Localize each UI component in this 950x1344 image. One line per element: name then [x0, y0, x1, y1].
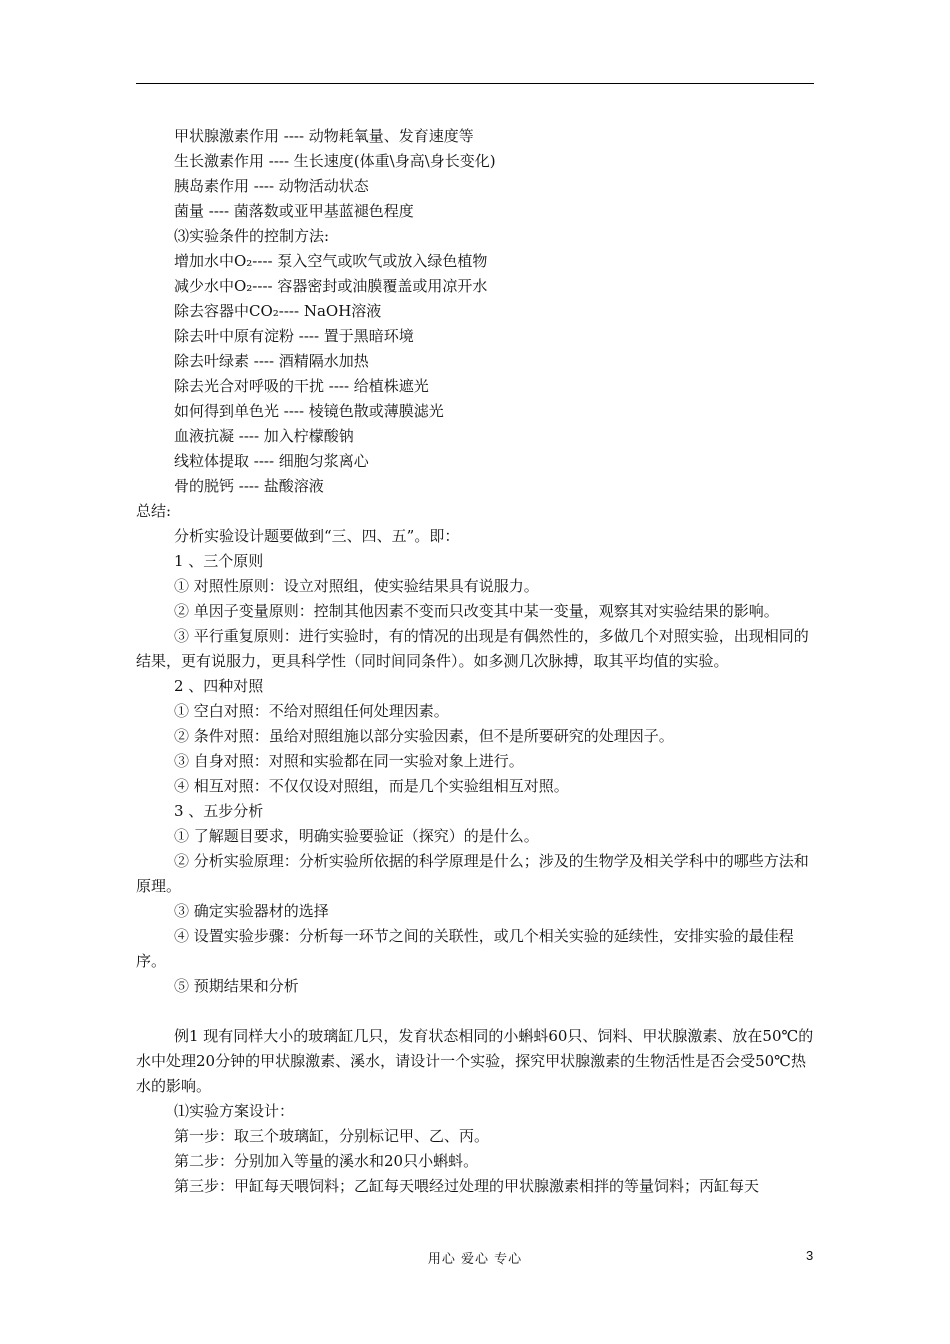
- summary-intro: 分析实验设计题要做到“三、四、五”。即：: [174, 527, 460, 545]
- example-intro: 例1 现有同样大小的玻璃缸几只，发育状态相同的小蝌蚪60只、饲料、甲状腺激素、放在50℃的水中处理20分钟的甲状腺激素、溪水，请设计一个实验，探究甲状腺激素的生物活性是否会受50℃热水的影响。: [136, 1027, 814, 1095]
- section-heading: ⑶实验条件的控制方法:: [174, 227, 330, 245]
- summary-subheading: 3 、五步分析: [174, 802, 264, 820]
- text-line: 除去容器中CO₂---- NaOH溶液: [174, 302, 382, 320]
- text-line: 除去叶中原有淀粉 ---- 置于黑暗环境: [174, 327, 414, 345]
- summary-subheading: 1 、三个原则: [174, 552, 264, 570]
- text-line: 甲状腺激素作用 ---- 动物耗氧量、发育速度等: [174, 127, 474, 145]
- list-item: ① 了解题目要求，明确实验要验证（探究）的是什么。: [174, 827, 539, 845]
- text-line: 线粒体提取 ---- 细胞匀浆离心: [174, 452, 369, 470]
- list-item: ② 单因子变量原则：控制其他因素不变而只改变其中某一变量，观察其对实验结果的影响。: [174, 602, 779, 620]
- summary-subheading: 2 、四种对照: [174, 677, 264, 695]
- text-line: 骨的脱钙 ---- 盐酸溶液: [174, 477, 324, 495]
- list-item: ② 条件对照：虽给对照组施以部分实验因素，但不是所要研究的处理因子。: [174, 727, 674, 745]
- text-line: 胰岛素作用 ---- 动物活动状态: [174, 177, 369, 195]
- example-step: 第三步：甲缸每天喂饲料；乙缸每天喂经过处理的甲状腺激素相拌的等量饲料；丙缸每天: [174, 1177, 760, 1195]
- text-line: 如何得到单色光 ---- 棱镜色散或薄膜滤光: [174, 402, 444, 420]
- text-line: 除去光合对呼吸的干扰 ---- 给植株遮光: [174, 377, 429, 395]
- blank-line: [136, 999, 816, 1024]
- text-line: 血液抗凝 ---- 加入柠檬酸钠: [174, 427, 354, 445]
- example-design-heading: ⑴实验方案设计：: [174, 1102, 295, 1120]
- list-item: ⑤ 预期结果和分析: [174, 977, 299, 995]
- text-line: 除去叶绿素 ---- 酒精隔水加热: [174, 352, 369, 370]
- footer-motto: 用心 爱心 专心: [427, 1252, 523, 1267]
- list-item: ③ 确定实验器材的选择: [174, 902, 329, 920]
- list-item: ③ 平行重复原则：进行实验时，有的情况的出现是有偶然性的，多做几个对照实验，出现相同的结果，更有说服力，更具科学性（同时间同条件）。如多测几次脉搏，取其平均值的实验。: [136, 627, 809, 670]
- page-content: [136, 124, 816, 1199]
- list-item: ③ 自身对照：对照和实验都在同一实验对象上进行。: [174, 752, 524, 770]
- text-line: 增加水中O₂---- 泵入空气或吹气或放入绿色植物: [174, 252, 488, 270]
- summary-heading: 总结:: [136, 502, 172, 520]
- list-item: ④ 设置实验步骤：分析每一环节之间的关联性，或几个相关实验的延续性，安排实验的最佳程序。: [136, 927, 794, 970]
- list-item: ① 空白对照：不给对照组任何处理因素。: [174, 702, 449, 720]
- example-step: 第一步：取三个玻璃缸，分别标记甲、乙、丙。: [174, 1127, 490, 1145]
- list-item: ② 分析实验原理：分析实验所依据的科学原理是什么；涉及的生物学及相关学科中的哪些方法和原理。: [136, 852, 809, 895]
- text-line: 菌量 ---- 菌落数或亚甲基蓝褪色程度: [174, 202, 414, 220]
- example-step: 第二步：分别加入等量的溪水和20只小蝌蚪。: [174, 1152, 479, 1170]
- list-item: ① 对照性原则：设立对照组，使实验结果具有说服力。: [174, 577, 539, 595]
- text-line: 减少水中O₂---- 容器密封或油膜覆盖或用凉开水: [174, 277, 488, 295]
- text-line: 生长激素作用 ---- 生长速度(体重\身高\身长变化): [174, 152, 496, 170]
- list-item: ④ 相互对照：不仅仅设对照组，而是几个实验组相互对照。: [174, 777, 569, 795]
- page-number: 3: [806, 1248, 814, 1263]
- header-rule: [136, 83, 814, 84]
